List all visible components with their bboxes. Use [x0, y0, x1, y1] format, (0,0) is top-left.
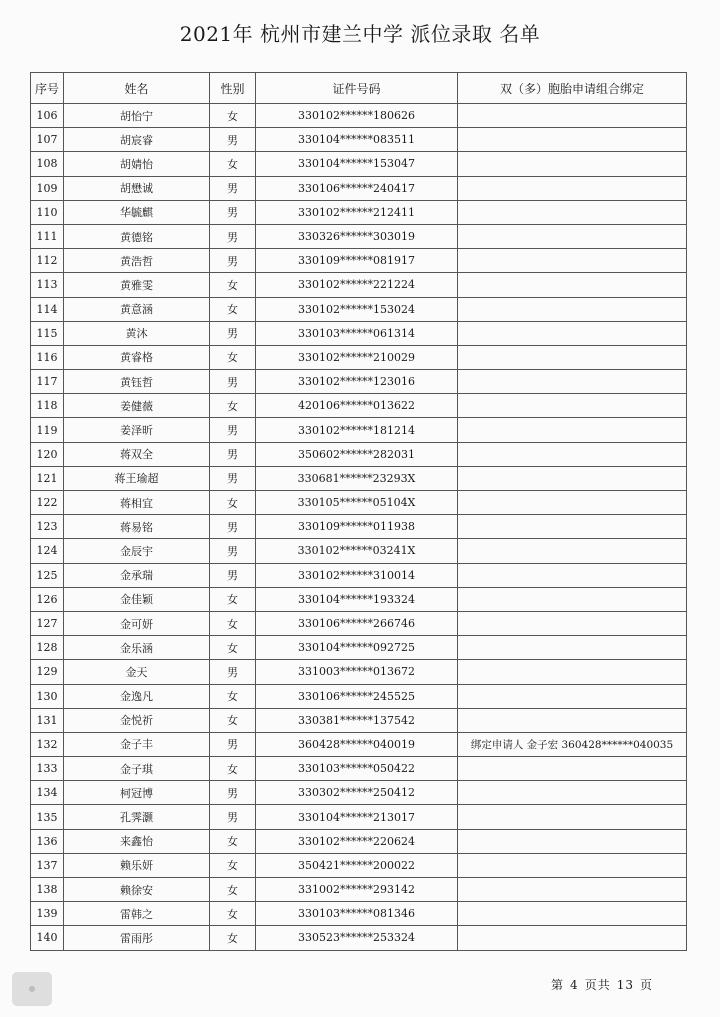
cell-id-number: 330523******253324	[256, 926, 458, 950]
cell-twin-binding	[458, 587, 687, 611]
table-row	[31, 370, 687, 394]
cell-gender: 男	[210, 249, 256, 273]
cell-number: 123	[31, 515, 64, 539]
footer-prefix: 第	[551, 978, 565, 992]
cell-twin-binding	[458, 224, 687, 248]
table-row	[31, 611, 687, 635]
cell-number: 135	[31, 805, 64, 829]
cell-gender: 女	[210, 926, 256, 950]
cell-name: 蒋相宜	[64, 491, 210, 515]
cell-twin-binding	[458, 176, 687, 200]
table-row	[31, 902, 687, 926]
cell-twin-binding	[458, 394, 687, 418]
cell-number: 126	[31, 587, 64, 611]
cell-id-number: 330102******123016	[256, 370, 458, 394]
cell-id-number: 330104******083511	[256, 128, 458, 152]
table-row	[31, 104, 687, 128]
cell-twin-binding	[458, 152, 687, 176]
cell-name: 金佳颖	[64, 587, 210, 611]
cell-gender: 男	[210, 660, 256, 684]
cell-gender: 女	[210, 491, 256, 515]
cell-gender: 男	[210, 805, 256, 829]
cell-id-number: 330103******061314	[256, 321, 458, 345]
table-row	[31, 539, 687, 563]
cell-name: 赖徐安	[64, 878, 210, 902]
cell-gender: 男	[210, 176, 256, 200]
cell-id-number: 330102******153024	[256, 297, 458, 321]
table-row	[31, 829, 687, 853]
cell-twin-binding	[458, 418, 687, 442]
cell-gender: 女	[210, 902, 256, 926]
cell-twin-binding	[458, 442, 687, 466]
cell-id-number: 330104******193324	[256, 587, 458, 611]
cell-name: 姜健薇	[64, 394, 210, 418]
cell-twin-binding	[458, 660, 687, 684]
cell-id-number: 350602******282031	[256, 442, 458, 466]
cell-gender: 女	[210, 104, 256, 128]
cell-name: 华毓麒	[64, 200, 210, 224]
cell-twin-binding	[458, 902, 687, 926]
cell-name: 金承瑞	[64, 563, 210, 587]
cell-number: 137	[31, 853, 64, 877]
cell-number: 127	[31, 611, 64, 635]
cell-gender: 男	[210, 370, 256, 394]
cell-id-number: 330104******213017	[256, 805, 458, 829]
cell-twin-binding: 绑定申请人 金子宏 360428******040035	[458, 732, 687, 756]
page-footer	[548, 976, 656, 993]
table-row	[31, 297, 687, 321]
header-name: 姓名	[64, 73, 210, 104]
cell-twin-binding	[458, 104, 687, 128]
cell-number: 113	[31, 273, 64, 297]
cell-number: 116	[31, 345, 64, 369]
cell-number: 115	[31, 321, 64, 345]
cell-name: 赖乐妍	[64, 853, 210, 877]
cell-id-number: 330102******210029	[256, 345, 458, 369]
cell-name: 蒋王瑜超	[64, 466, 210, 490]
cell-id-number: 330102******220624	[256, 829, 458, 853]
cell-gender: 女	[210, 297, 256, 321]
cell-twin-binding	[458, 200, 687, 224]
cell-id-number: 330104******092725	[256, 636, 458, 660]
cell-number: 114	[31, 297, 64, 321]
cell-name: 来鑫怡	[64, 829, 210, 853]
cell-id-number: 330103******050422	[256, 757, 458, 781]
cell-twin-binding	[458, 128, 687, 152]
cell-id-number: 330103******081346	[256, 902, 458, 926]
cell-gender: 女	[210, 684, 256, 708]
cell-twin-binding	[458, 491, 687, 515]
table-row	[31, 853, 687, 877]
cell-twin-binding	[458, 249, 687, 273]
cell-gender: 男	[210, 321, 256, 345]
table-row	[31, 587, 687, 611]
footer-total-pages: 13	[616, 978, 634, 992]
cell-name: 雷韩之	[64, 902, 210, 926]
cell-name: 胡婧怡	[64, 152, 210, 176]
cell-twin-binding	[458, 515, 687, 539]
cell-twin-binding	[458, 781, 687, 805]
table-row	[31, 757, 687, 781]
table-row	[31, 781, 687, 805]
admission-table	[30, 72, 687, 951]
cell-name: 金可妍	[64, 611, 210, 635]
cell-name: 胡怡宁	[64, 104, 210, 128]
cell-id-number: 331002******293142	[256, 878, 458, 902]
table-row	[31, 636, 687, 660]
cell-id-number: 330109******011938	[256, 515, 458, 539]
cell-number: 120	[31, 442, 64, 466]
cell-gender: 女	[210, 878, 256, 902]
cell-id-number: 330102******180626	[256, 104, 458, 128]
cell-name: 雷雨彤	[64, 926, 210, 950]
cell-id-number: 330102******212411	[256, 200, 458, 224]
cell-name: 金子琪	[64, 757, 210, 781]
cell-id-number: 330106******240417	[256, 176, 458, 200]
cell-id-number: 330106******245525	[256, 684, 458, 708]
table-row	[31, 152, 687, 176]
cell-twin-binding	[458, 539, 687, 563]
cell-twin-binding	[458, 878, 687, 902]
table-row	[31, 128, 687, 152]
cell-name: 金辰宇	[64, 539, 210, 563]
cell-gender: 女	[210, 708, 256, 732]
cell-number: 122	[31, 491, 64, 515]
cell-twin-binding	[458, 466, 687, 490]
header-gender: 性别	[210, 73, 256, 104]
cell-gender: 女	[210, 636, 256, 660]
cell-id-number: 330681******23293X	[256, 466, 458, 490]
cell-number: 136	[31, 829, 64, 853]
table-row	[31, 200, 687, 224]
cell-gender: 女	[210, 853, 256, 877]
cell-twin-binding	[458, 297, 687, 321]
table-row	[31, 249, 687, 273]
cell-gender: 男	[210, 128, 256, 152]
table-row	[31, 321, 687, 345]
cell-twin-binding	[458, 853, 687, 877]
cell-number: 117	[31, 370, 64, 394]
cell-gender: 男	[210, 539, 256, 563]
table-row	[31, 563, 687, 587]
cell-name: 黄德铭	[64, 224, 210, 248]
cell-number: 119	[31, 418, 64, 442]
cell-gender: 男	[210, 442, 256, 466]
cell-twin-binding	[458, 636, 687, 660]
corner-floating-button[interactable]	[12, 972, 52, 1006]
cell-number: 132	[31, 732, 64, 756]
header-twin-binding: 双（多）胞胎申请组合绑定	[458, 73, 687, 104]
cell-number: 118	[31, 394, 64, 418]
table-row	[31, 345, 687, 369]
cell-number: 125	[31, 563, 64, 587]
table-body	[31, 104, 687, 951]
cell-number: 121	[31, 466, 64, 490]
cell-gender: 女	[210, 152, 256, 176]
cell-gender: 女	[210, 394, 256, 418]
page-title: 2021年 杭州市建兰中学 派位录取 名单	[179, 22, 541, 46]
cell-id-number: 420106******013622	[256, 394, 458, 418]
cell-number: 124	[31, 539, 64, 563]
cell-id-number: 330104******153047	[256, 152, 458, 176]
cell-gender: 女	[210, 587, 256, 611]
cell-id-number: 330106******266746	[256, 611, 458, 635]
cell-name: 蒋易铭	[64, 515, 210, 539]
table-row	[31, 660, 687, 684]
cell-twin-binding	[458, 563, 687, 587]
table-row	[31, 466, 687, 490]
cell-number: 138	[31, 878, 64, 902]
table-row	[31, 805, 687, 829]
cell-number: 111	[31, 224, 64, 248]
cell-number: 108	[31, 152, 64, 176]
table-header-row	[31, 73, 687, 104]
cell-name: 蒋双全	[64, 442, 210, 466]
cell-name: 黄沐	[64, 321, 210, 345]
table-row	[31, 708, 687, 732]
cell-gender: 女	[210, 757, 256, 781]
cell-id-number: 330302******250412	[256, 781, 458, 805]
cell-gender: 男	[210, 732, 256, 756]
cell-id-number: 330102******310014	[256, 563, 458, 587]
cell-gender: 男	[210, 224, 256, 248]
cell-id-number: 330105******05104X	[256, 491, 458, 515]
cell-gender: 女	[210, 345, 256, 369]
cell-name: 孔霁灏	[64, 805, 210, 829]
cell-number: 140	[31, 926, 64, 950]
cell-name: 金天	[64, 660, 210, 684]
cell-name: 黄浩哲	[64, 249, 210, 273]
cell-gender: 女	[210, 611, 256, 635]
cell-name: 黄雅雯	[64, 273, 210, 297]
cell-id-number: 330381******137542	[256, 708, 458, 732]
cell-number: 128	[31, 636, 64, 660]
cell-gender: 男	[210, 515, 256, 539]
table-row	[31, 515, 687, 539]
header-id-number: 证件号码	[256, 73, 458, 104]
cell-number: 129	[31, 660, 64, 684]
cell-number: 133	[31, 757, 64, 781]
cell-number: 109	[31, 176, 64, 200]
cell-name: 金子丰	[64, 732, 210, 756]
cell-id-number: 330102******181214	[256, 418, 458, 442]
cell-gender: 男	[210, 466, 256, 490]
cell-twin-binding	[458, 829, 687, 853]
table-row	[31, 684, 687, 708]
cell-gender: 女	[210, 829, 256, 853]
cell-number: 134	[31, 781, 64, 805]
cell-number: 139	[31, 902, 64, 926]
table-row	[31, 273, 687, 297]
cell-twin-binding	[458, 684, 687, 708]
cell-twin-binding	[458, 370, 687, 394]
cell-number: 112	[31, 249, 64, 273]
cell-number: 110	[31, 200, 64, 224]
cell-twin-binding	[458, 805, 687, 829]
table-row	[31, 926, 687, 950]
cell-name: 柯冠博	[64, 781, 210, 805]
cell-id-number: 330102******221224	[256, 273, 458, 297]
cell-name: 黄意涵	[64, 297, 210, 321]
cell-gender: 男	[210, 418, 256, 442]
table-row	[31, 176, 687, 200]
table-row	[31, 418, 687, 442]
cell-twin-binding	[458, 611, 687, 635]
footer-middle: 页共	[584, 978, 611, 992]
cell-twin-binding	[458, 345, 687, 369]
cell-id-number: 331003******013672	[256, 660, 458, 684]
cell-gender: 女	[210, 273, 256, 297]
table-row	[31, 442, 687, 466]
cell-gender: 男	[210, 781, 256, 805]
cell-id-number: 330102******03241X	[256, 539, 458, 563]
cell-name: 金逸凡	[64, 684, 210, 708]
table-row	[31, 878, 687, 902]
cell-name: 姜泽昕	[64, 418, 210, 442]
cell-name: 黄睿格	[64, 345, 210, 369]
cell-twin-binding	[458, 273, 687, 297]
cell-twin-binding	[458, 708, 687, 732]
cell-id-number: 350421******200022	[256, 853, 458, 877]
cell-name: 黄钰哲	[64, 370, 210, 394]
cell-twin-binding	[458, 321, 687, 345]
cell-gender: 男	[210, 563, 256, 587]
cell-name: 胡懋诚	[64, 176, 210, 200]
table-row	[31, 491, 687, 515]
cell-id-number: 330326******303019	[256, 224, 458, 248]
cell-id-number: 330109******081917	[256, 249, 458, 273]
cell-id-number: 360428******040019	[256, 732, 458, 756]
cell-twin-binding	[458, 757, 687, 781]
header-number: 序号	[31, 73, 64, 104]
cell-number: 106	[31, 104, 64, 128]
cell-name: 金乐涵	[64, 636, 210, 660]
table-row	[31, 224, 687, 248]
footer-page-number: 4	[570, 978, 579, 992]
cell-twin-binding	[458, 926, 687, 950]
cell-number: 130	[31, 684, 64, 708]
cell-gender: 男	[210, 200, 256, 224]
cell-name: 胡宸睿	[64, 128, 210, 152]
table-row	[31, 732, 687, 756]
footer-suffix: 页	[639, 978, 653, 992]
cell-name: 金悦祈	[64, 708, 210, 732]
cell-number: 131	[31, 708, 64, 732]
table-row	[31, 394, 687, 418]
cell-number: 107	[31, 128, 64, 152]
